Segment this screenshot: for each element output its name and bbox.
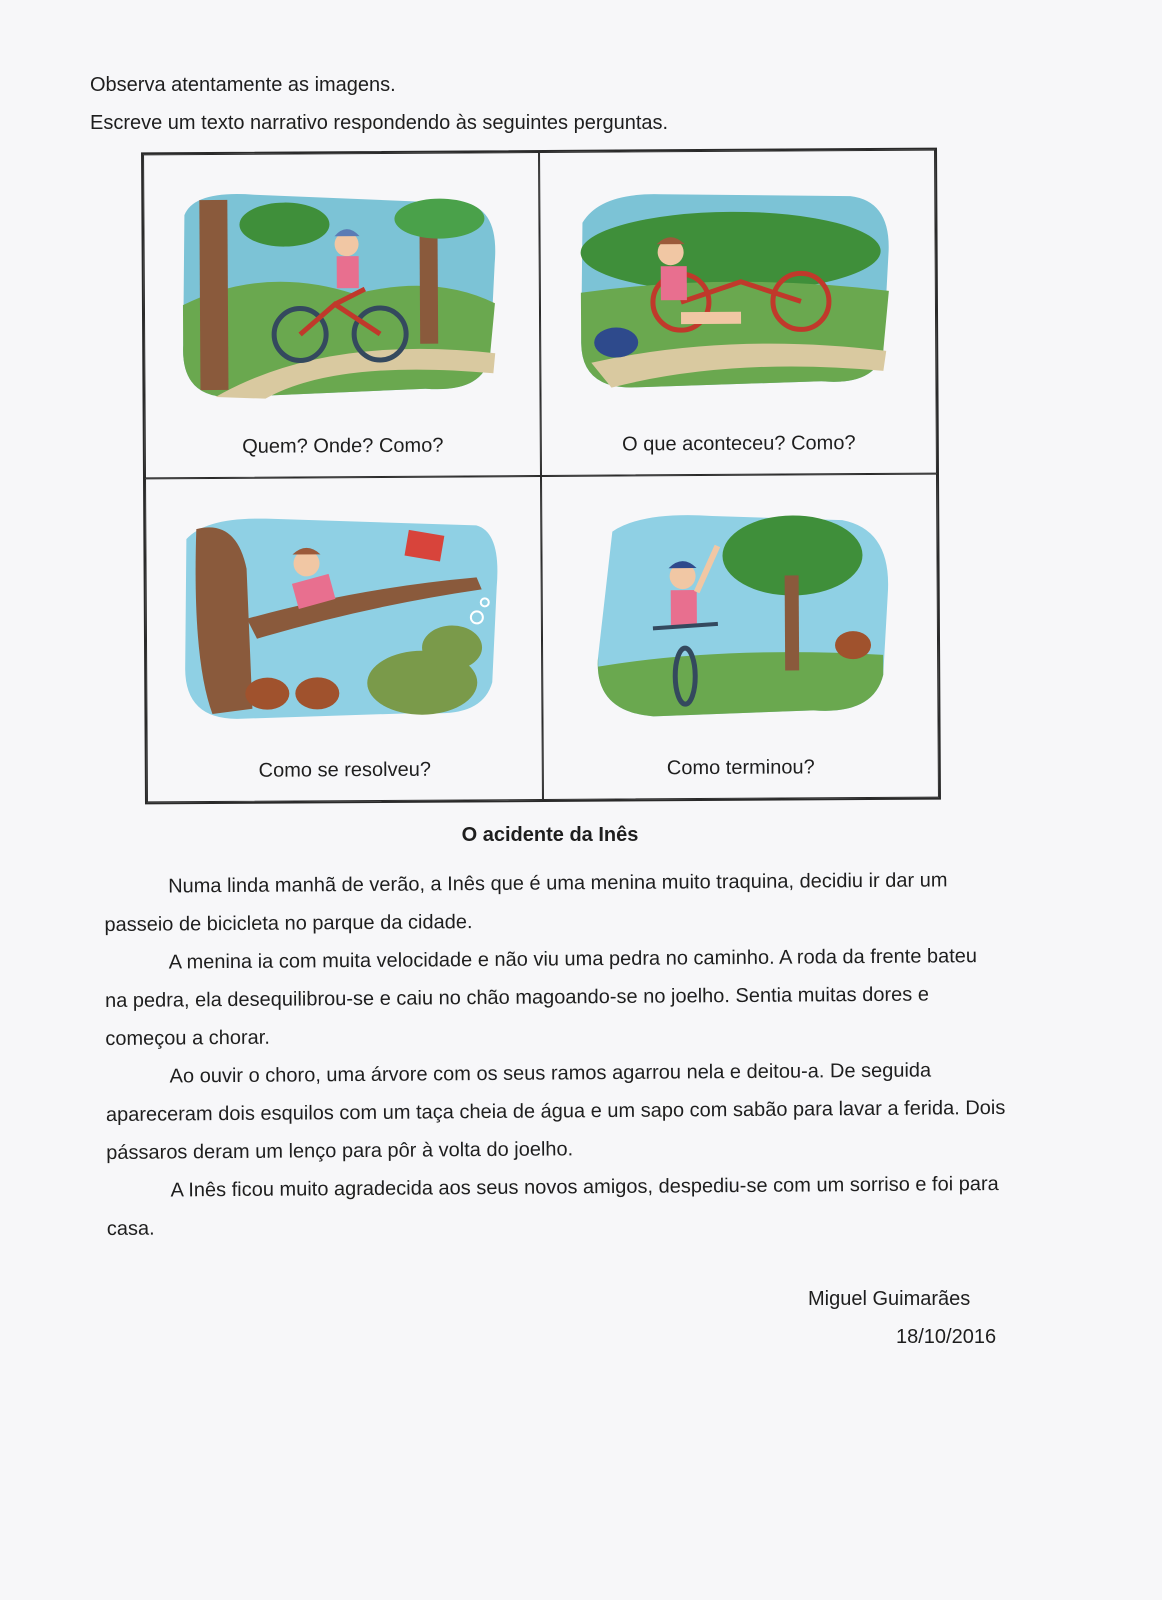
riding-illustration [174, 183, 505, 405]
panel-riding [143, 152, 541, 478]
panel-caption: Como terminou? [666, 756, 815, 780]
panel-caption: Como se resolveu? [258, 758, 432, 782]
panel-caption: O que aconteceu? Como? [621, 432, 856, 456]
resolution-illustration [176, 507, 507, 729]
date: 18/10/2016 [896, 1326, 997, 1348]
story-title: O acidente da Inês [461, 824, 639, 846]
story-body [104, 861, 1007, 1248]
author-name: Miguel Guimarães [808, 1288, 971, 1310]
instruction-observe: Observa atentamente as imagens. [90, 74, 396, 96]
panel-resolution [145, 476, 543, 802]
accident-illustration [570, 181, 901, 403]
instruction-write: Escreve um texto narrativo respondendo às seguintes perguntas. [90, 112, 669, 134]
picture-grid [141, 148, 941, 805]
panel-accident [539, 150, 937, 476]
story-paragraph: A menina ia com muita velocidade e não viu uma pedra no caminho. A roda da frente bateu na pedra, ela desequilibrou-se e caiu no chão magoando-se no joelho. Sentia muitas dores e começou a chorar. [104, 945, 978, 1050]
ending-illustration [572, 505, 903, 727]
panel-ending [541, 474, 939, 800]
story-paragraph: A Inês ficou muito agradecida aos seus novos amigos, despediu-se com um sorriso e foi para casa. [106, 1172, 999, 1240]
story-paragraph: Ao ouvir o choro, uma árvore com os seus ramos agarrou nela e deitou-a. De seguida apareceram dois esquilos com um taça cheia de água e um sapo com sabão para lavar a ferida. Dois pássaros deram um lenço para pôr à volta do joelho. [105, 1059, 1006, 1164]
story-paragraph: Numa linda manhã de verão, a Inês que é uma menina muito traquina, decidiu ir dar um passeio de bicicleta no parque da cidade. [104, 869, 948, 936]
panel-caption: Quem? Onde? Como? [242, 434, 444, 458]
